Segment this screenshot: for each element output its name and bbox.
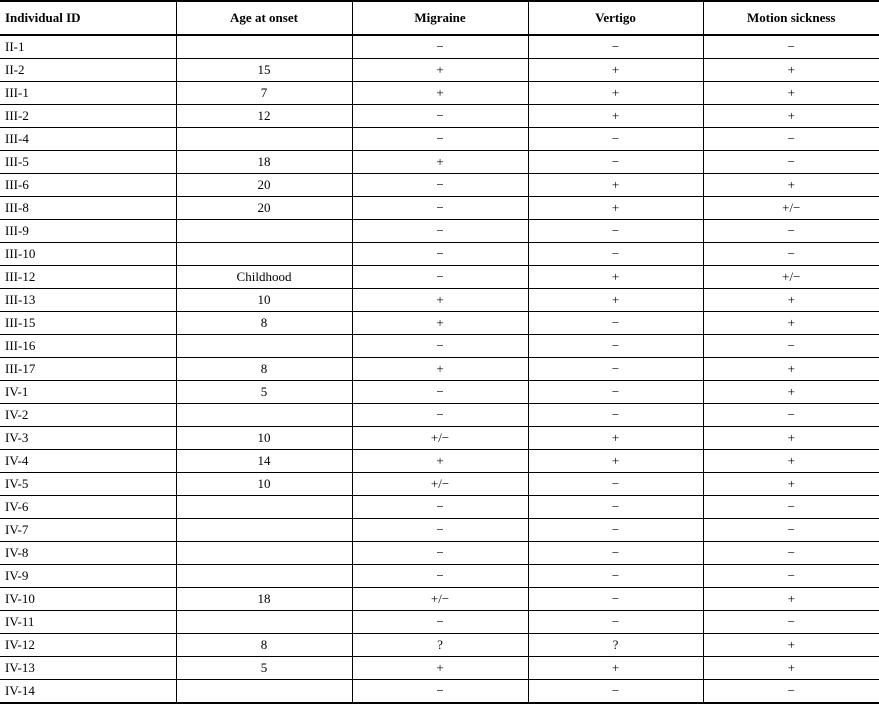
cell-migraine: + — [352, 151, 528, 174]
cell-migraine: + — [352, 82, 528, 105]
cell-vertigo: − — [528, 151, 703, 174]
cell-motion-sickness: + — [703, 657, 879, 680]
cell-individual-id: IV-1 — [0, 381, 176, 404]
cell-motion-sickness: + — [703, 473, 879, 496]
cell-migraine: − — [352, 220, 528, 243]
cell-migraine: − — [352, 243, 528, 266]
table-row — [0, 335, 879, 358]
cell-migraine: − — [352, 611, 528, 634]
cell-age-at-onset: 20 — [176, 197, 352, 220]
cell-motion-sickness: − — [703, 220, 879, 243]
cell-migraine: − — [352, 335, 528, 358]
cell-migraine: +/− — [352, 473, 528, 496]
cell-vertigo: − — [528, 128, 703, 151]
header-migraine: Migraine — [352, 1, 528, 35]
table-row — [0, 128, 879, 151]
cell-vertigo: − — [528, 312, 703, 335]
cell-individual-id: III-5 — [0, 151, 176, 174]
cell-vertigo: ? — [528, 634, 703, 657]
cell-migraine: − — [352, 519, 528, 542]
cell-migraine: − — [352, 496, 528, 519]
table-row — [0, 59, 879, 82]
cell-individual-id: IV-7 — [0, 519, 176, 542]
table-row — [0, 450, 879, 473]
cell-age-at-onset: 12 — [176, 105, 352, 128]
cell-vertigo: − — [528, 519, 703, 542]
cell-migraine: − — [352, 266, 528, 289]
cell-age-at-onset — [176, 611, 352, 634]
cell-age-at-onset — [176, 128, 352, 151]
cell-migraine: + — [352, 289, 528, 312]
table-row — [0, 289, 879, 312]
cell-age-at-onset: 8 — [176, 634, 352, 657]
header-individual-id: Individual ID — [0, 1, 176, 35]
cell-individual-id: III-10 — [0, 243, 176, 266]
cell-vertigo: + — [528, 59, 703, 82]
cell-individual-id: IV-3 — [0, 427, 176, 450]
table-row — [0, 588, 879, 611]
cell-age-at-onset: 18 — [176, 588, 352, 611]
table-header — [0, 1, 879, 35]
cell-individual-id: IV-12 — [0, 634, 176, 657]
cell-age-at-onset: 10 — [176, 427, 352, 450]
cell-age-at-onset: 10 — [176, 289, 352, 312]
table-row — [0, 266, 879, 289]
cell-migraine: + — [352, 59, 528, 82]
cell-vertigo: + — [528, 174, 703, 197]
cell-motion-sickness: + — [703, 59, 879, 82]
cell-age-at-onset: 7 — [176, 82, 352, 105]
table-row — [0, 35, 879, 59]
table-row — [0, 565, 879, 588]
table-row — [0, 542, 879, 565]
cell-age-at-onset: 20 — [176, 174, 352, 197]
table-row — [0, 611, 879, 634]
cell-vertigo: + — [528, 657, 703, 680]
cell-age-at-onset: 15 — [176, 59, 352, 82]
cell-motion-sickness: + — [703, 289, 879, 312]
cell-vertigo: + — [528, 82, 703, 105]
table-row — [0, 312, 879, 335]
cell-vertigo: − — [528, 542, 703, 565]
cell-vertigo: − — [528, 680, 703, 704]
cell-individual-id: III-4 — [0, 128, 176, 151]
cell-motion-sickness: + — [703, 105, 879, 128]
cell-motion-sickness: − — [703, 151, 879, 174]
cell-individual-id: III-1 — [0, 82, 176, 105]
cell-migraine: +/− — [352, 588, 528, 611]
table-row — [0, 174, 879, 197]
cell-motion-sickness: − — [703, 519, 879, 542]
cell-vertigo: − — [528, 404, 703, 427]
cell-individual-id: III-13 — [0, 289, 176, 312]
cell-motion-sickness: − — [703, 611, 879, 634]
cell-vertigo: + — [528, 450, 703, 473]
cell-motion-sickness: − — [703, 243, 879, 266]
cell-migraine: − — [352, 381, 528, 404]
cell-vertigo: − — [528, 358, 703, 381]
cell-migraine: − — [352, 404, 528, 427]
cell-motion-sickness: +/− — [703, 197, 879, 220]
cell-vertigo: − — [528, 381, 703, 404]
cell-motion-sickness: − — [703, 565, 879, 588]
cell-age-at-onset — [176, 335, 352, 358]
cell-individual-id: IV-13 — [0, 657, 176, 680]
table-row — [0, 220, 879, 243]
cell-age-at-onset — [176, 542, 352, 565]
cell-migraine: − — [352, 565, 528, 588]
table-row — [0, 82, 879, 105]
table-row — [0, 381, 879, 404]
cell-migraine: − — [352, 680, 528, 704]
cell-vertigo: + — [528, 197, 703, 220]
cell-age-at-onset: 14 — [176, 450, 352, 473]
cell-motion-sickness: + — [703, 82, 879, 105]
cell-migraine: − — [352, 542, 528, 565]
table-row — [0, 634, 879, 657]
cell-motion-sickness: + — [703, 450, 879, 473]
header-motion-sickness: Motion sickness — [703, 1, 879, 35]
cell-migraine: ? — [352, 634, 528, 657]
cell-individual-id: IV-8 — [0, 542, 176, 565]
cell-individual-id: III-8 — [0, 197, 176, 220]
cell-motion-sickness: − — [703, 680, 879, 704]
cell-migraine: − — [352, 105, 528, 128]
table-row — [0, 151, 879, 174]
cell-individual-id: IV-11 — [0, 611, 176, 634]
cell-age-at-onset — [176, 220, 352, 243]
cell-motion-sickness: − — [703, 128, 879, 151]
cell-individual-id: III-6 — [0, 174, 176, 197]
cell-individual-id: III-2 — [0, 105, 176, 128]
table-row — [0, 358, 879, 381]
cell-vertigo: + — [528, 266, 703, 289]
cell-age-at-onset — [176, 496, 352, 519]
cell-vertigo: − — [528, 243, 703, 266]
cell-motion-sickness: − — [703, 542, 879, 565]
cell-migraine: + — [352, 657, 528, 680]
cell-migraine: + — [352, 312, 528, 335]
cell-individual-id: IV-6 — [0, 496, 176, 519]
cell-age-at-onset — [176, 680, 352, 704]
table-row — [0, 197, 879, 220]
cell-age-at-onset — [176, 565, 352, 588]
table-row — [0, 404, 879, 427]
header-row — [0, 1, 879, 35]
cell-age-at-onset: 5 — [176, 657, 352, 680]
header-vertigo: Vertigo — [528, 1, 703, 35]
cell-individual-id: IV-10 — [0, 588, 176, 611]
cell-age-at-onset — [176, 35, 352, 59]
cell-individual-id: III-16 — [0, 335, 176, 358]
cell-motion-sickness: + — [703, 427, 879, 450]
cell-individual-id: IV-2 — [0, 404, 176, 427]
cell-motion-sickness: + — [703, 588, 879, 611]
cell-individual-id: II-2 — [0, 59, 176, 82]
cell-individual-id: IV-5 — [0, 473, 176, 496]
cell-motion-sickness: − — [703, 335, 879, 358]
cell-migraine: +/− — [352, 427, 528, 450]
cell-age-at-onset: 8 — [176, 312, 352, 335]
cell-individual-id: IV-4 — [0, 450, 176, 473]
cell-motion-sickness: +/− — [703, 266, 879, 289]
cell-migraine: − — [352, 174, 528, 197]
cell-age-at-onset: 10 — [176, 473, 352, 496]
cell-vertigo: − — [528, 335, 703, 358]
cell-motion-sickness: + — [703, 174, 879, 197]
cell-individual-id: II-1 — [0, 35, 176, 59]
cell-vertigo: + — [528, 289, 703, 312]
cell-migraine: + — [352, 450, 528, 473]
cell-age-at-onset: 18 — [176, 151, 352, 174]
cell-age-at-onset — [176, 243, 352, 266]
cell-vertigo: − — [528, 496, 703, 519]
cell-individual-id: III-9 — [0, 220, 176, 243]
cell-motion-sickness: − — [703, 496, 879, 519]
cell-age-at-onset: 5 — [176, 381, 352, 404]
cell-migraine: − — [352, 197, 528, 220]
table-row — [0, 657, 879, 680]
cell-motion-sickness: + — [703, 358, 879, 381]
cell-motion-sickness: + — [703, 634, 879, 657]
cell-individual-id: IV-9 — [0, 565, 176, 588]
table-row — [0, 105, 879, 128]
cell-vertigo: + — [528, 427, 703, 450]
cell-individual-id: IV-14 — [0, 680, 176, 704]
cell-motion-sickness: + — [703, 312, 879, 335]
table-row — [0, 519, 879, 542]
table-row — [0, 473, 879, 496]
cell-vertigo: − — [528, 220, 703, 243]
cell-age-at-onset: 8 — [176, 358, 352, 381]
cell-vertigo: − — [528, 588, 703, 611]
cell-vertigo: + — [528, 105, 703, 128]
cell-age-at-onset — [176, 519, 352, 542]
cell-motion-sickness: − — [703, 404, 879, 427]
header-age-at-onset: Age at onset — [176, 1, 352, 35]
cell-vertigo: − — [528, 611, 703, 634]
cell-migraine: − — [352, 35, 528, 59]
table-row — [0, 680, 879, 704]
cell-motion-sickness: − — [703, 35, 879, 59]
cell-vertigo: − — [528, 473, 703, 496]
cell-migraine: + — [352, 358, 528, 381]
cell-age-at-onset: Childhood — [176, 266, 352, 289]
cell-vertigo: − — [528, 35, 703, 59]
table-body — [0, 35, 879, 703]
table-row — [0, 243, 879, 266]
table-row — [0, 427, 879, 450]
cell-motion-sickness: + — [703, 381, 879, 404]
cell-individual-id: III-17 — [0, 358, 176, 381]
table-row — [0, 496, 879, 519]
cell-individual-id: III-15 — [0, 312, 176, 335]
cell-migraine: − — [352, 128, 528, 151]
cell-age-at-onset — [176, 404, 352, 427]
cell-individual-id: III-12 — [0, 266, 176, 289]
cell-vertigo: − — [528, 565, 703, 588]
